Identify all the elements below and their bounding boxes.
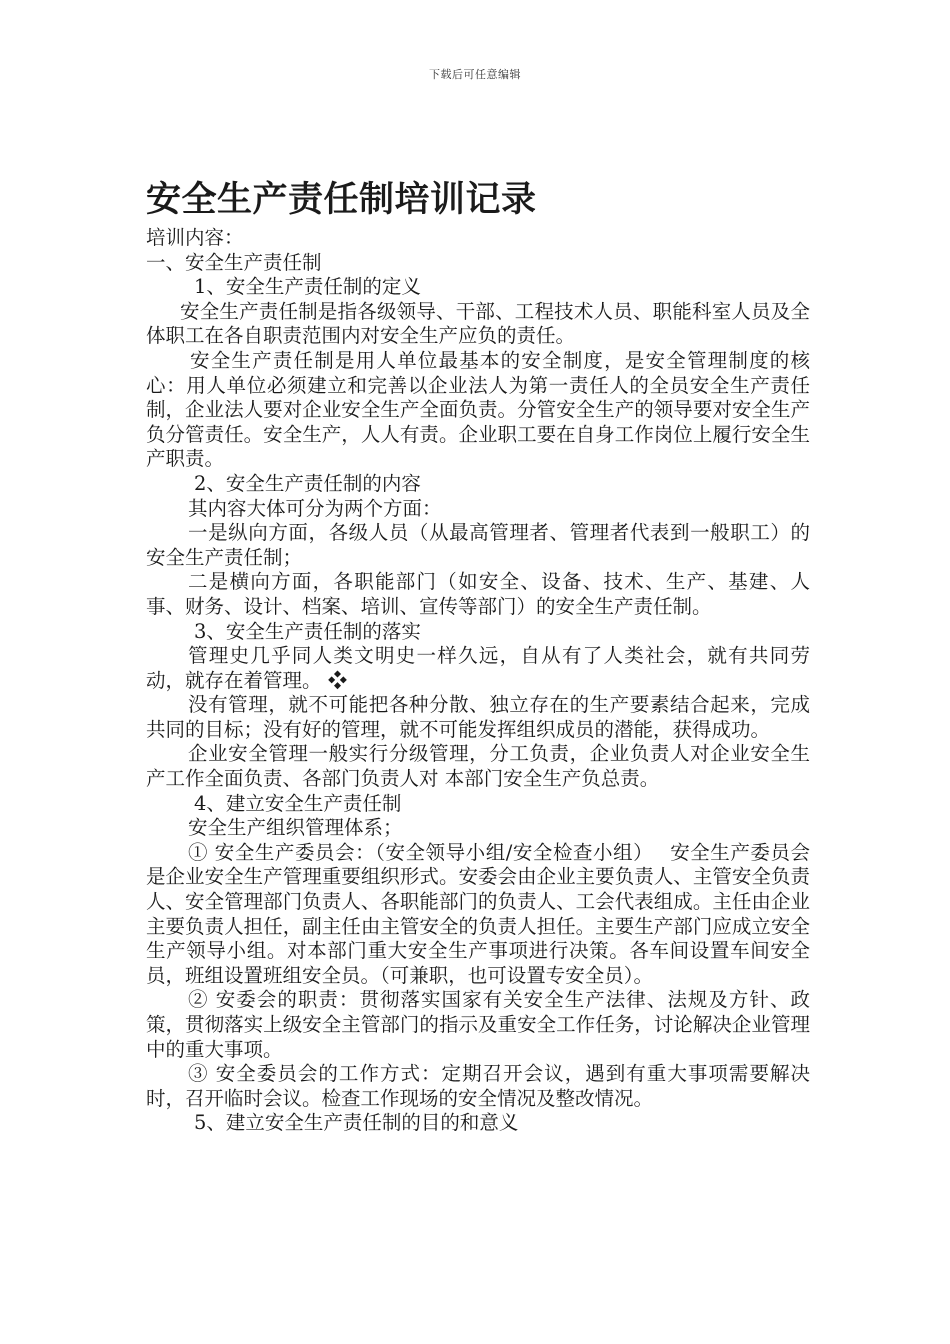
paragraph: 安全生产责任制是用人单位最基本的安全制度，是安全管理制度的核心：用人单位必须建立和完善以企业法人为第一责任人的全员安全生产责任制，企业法人要对企业安全生产全面负责。分管安全生产的领导要对安全生产负分管责任。安全生产，人人有责。企业职工要在自身工作岗位上履行安全生产职责。 (146, 348, 810, 471)
section-heading: 一、安全生产责任制 (146, 250, 322, 274)
header-note: 下载后可任意编辑 (429, 68, 521, 81)
paragraph: 企业安全管理一般实行分级管理，分工负责，企业负责人对企业安全生产工作全面负责、各部门负责人对 本部门安全生产负总责。 (146, 742, 810, 791)
paragraph: 二是横向方面，各职能部门（如安全、设备、技术、生产、基建、人事、财务、设计、档案、培训、宣传等部门）的安全生产责任制。 (146, 570, 810, 618)
subsection-heading: 5、建立安全生产责任制的目的和意义 (194, 1111, 519, 1135)
paragraph: 安全生产责任制是指各级领导、干部、工程技术人员、职能科室人员及全体职工在各自职责范围内对安全生产应负的责任。 (146, 299, 810, 348)
paragraph: 没有管理，就不可能把各种分散、独立存在的生产要素结合起来，完成共同的目标；没有好的管理，就不可能发挥组织成员的潜能，获得成功。 (146, 693, 810, 741)
paragraph: 安全生产组织管理体系； (188, 816, 403, 840)
paragraph: 其内容大体可分为两个方面： (188, 496, 442, 520)
paragraph: 一是纵向方面，各级人员（从最高管理者、管理者代表到一般职工）的安全生产责任制； (146, 521, 810, 569)
subsection-heading: 3、安全生产责任制的落实 (194, 619, 421, 643)
paragraph: 管理史几乎同人类文明史一样久远，自从有了人类社会，就有共同劳动，就存在着管理。 ❖ (146, 644, 810, 692)
subsection-heading: 4、建立安全生产责任制 (194, 791, 402, 815)
subsection-heading: 1、安全生产责任制的定义 (194, 275, 421, 299)
document-title: 安全生产责任制培训记录 (146, 179, 537, 220)
paragraph: ② 安委会的职责：贯彻落实国家有关安全生产法律、法规及方针、政策，贯彻落实上级安全主管部门的指示及重安全工作任务，讨论解决企业管理中的重大事项。 (146, 988, 810, 1061)
document-body (146, 174, 810, 1136)
paragraph: ③ 安全委员会的工作方式：定期召开会议，遇到有重大事项需要解决时，召开临时会议。检查工作现场的安全情况及整改情况。 (146, 1062, 810, 1110)
paragraph: ① 安全生产委员会：（安全领导小组/安全检查小组） 安全生产委员会是企业安全生产管理重要组织形式。安委会由企业主要负责人、主管安全负责人、安全管理部门负责人、各职能部门的负责人、工会代表组成。主任由企业主要负责人担任，副主任由主管安全的负责人担任。主要生产部门应成立安全生产领导小组。对本部门重大安全生产事项进行决策。各车间设置车间安全员，班组设置班组安全员。（可兼职，也可设置专安全员）。 (146, 840, 810, 987)
training-label: 培训内容： (146, 226, 244, 249)
subsection-heading: 2、安全生产责任制的内容 (194, 471, 421, 495)
